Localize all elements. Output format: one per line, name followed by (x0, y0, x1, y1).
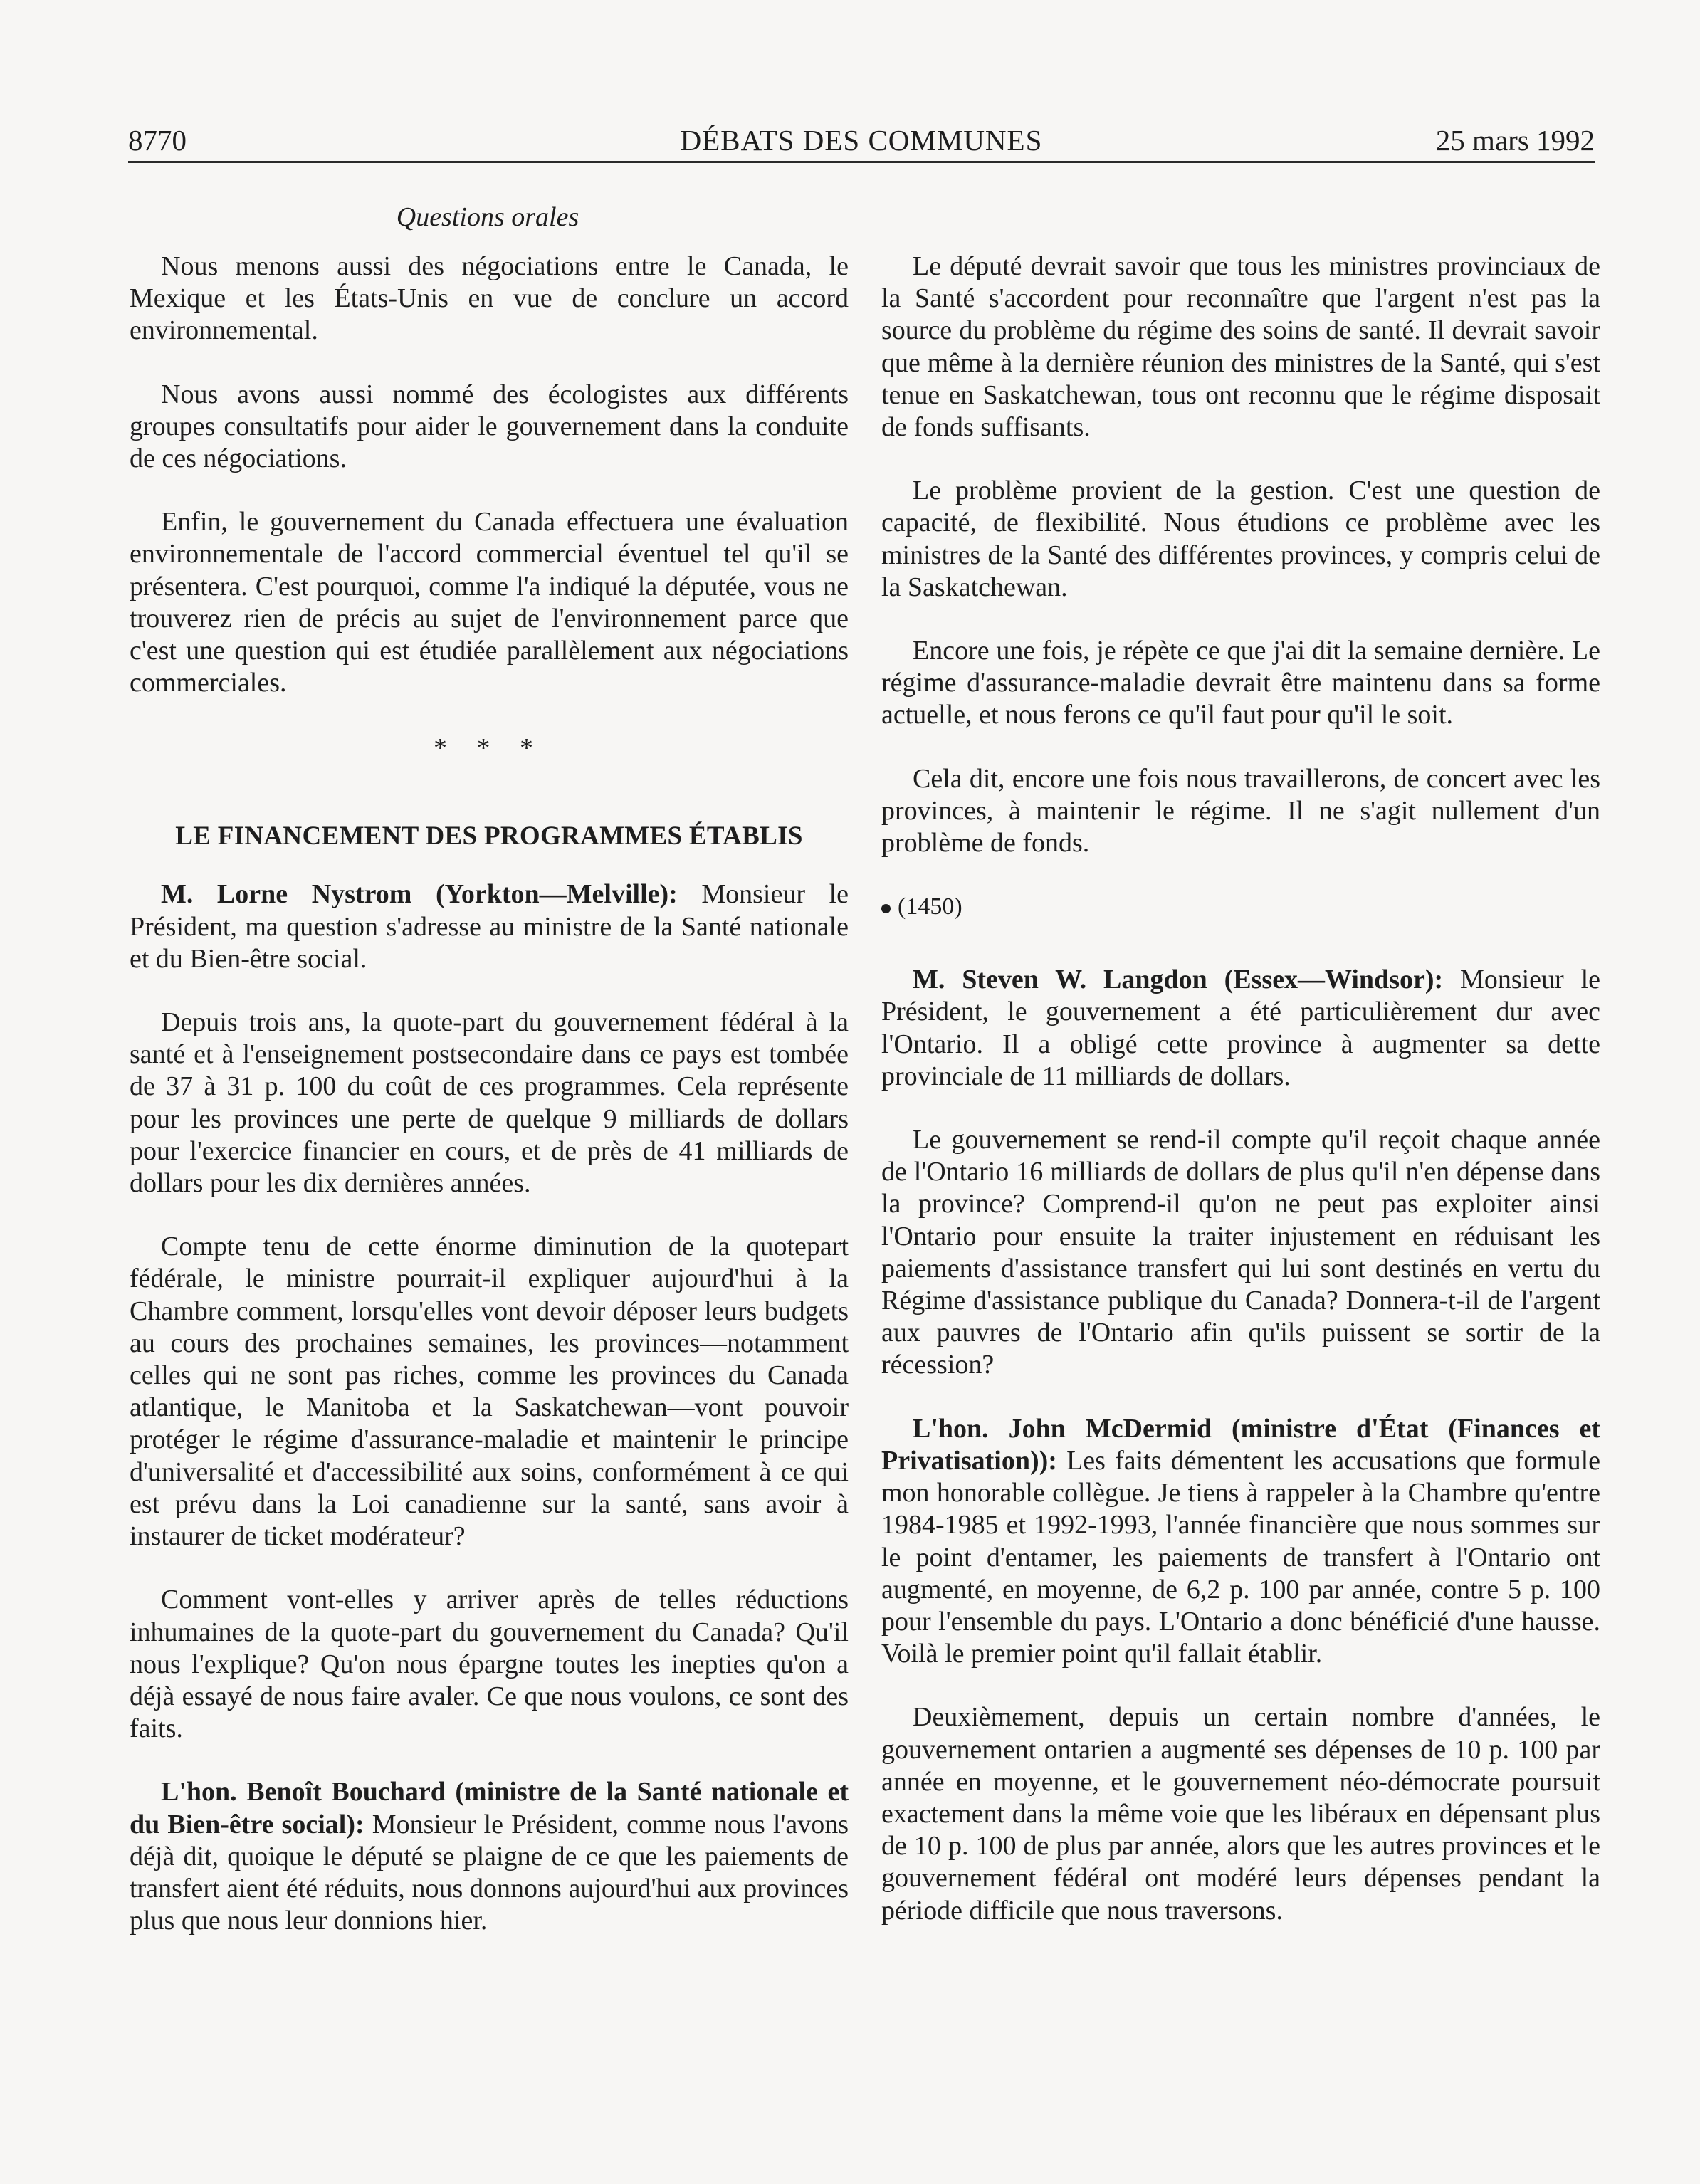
speech-text: Monsieur le Président, ma question s'adresse au ministre de la Santé nationale et du Bien-être social. (130, 879, 849, 974)
section-subheader: Questions orales (396, 202, 579, 232)
page-header (128, 118, 1595, 162)
speech-paragraph (130, 1776, 849, 1937)
speaker-name: L'hon. Benoît Bouchard (ministre de la Santé nationale et du Bien-être social): (130, 1777, 849, 1839)
right-column (881, 251, 1600, 1958)
paragraph: Deuxièmement, depuis un certain nombre d'années, le gouvernement ontarien a augmenté ses dépenses de 10 p. 100 par année en moyenne, et le gouvernement néo-démocrate poursuit exactement dans la même voie que les libéraux en dépensant plus de 10 p. 100 de plus par année, alors que les autres provinces et le gouvernement fédéral ont modéré leurs dépenses pendant la période difficile que nous traversons. (881, 1702, 1600, 1926)
speaker-name: L'hon. John McDermid (ministre d'État (Finances et Privatisation)): (881, 1413, 1600, 1476)
publication-title: DÉBATS DES COMMUNES (680, 124, 1043, 157)
paragraph: Enfin, le gouvernement du Canada effectuera une évaluation environnementale de l'accord commercial éventuel tel qu'il se présentera. C'est pourquoi, comme l'a indiqué la députée, vous ne trouverez rien de précis au sujet de l'environnement parce que c'est une question qui est étudiée parallèlement aux négociations commerciales. (130, 507, 849, 698)
paragraph: Le problème provient de la gestion. C'est une question de capacité, de flexibilité. Nous étudions ce problème avec les ministres de la Santé des différentes provinces, y compris celui de la Saskatchewan. (881, 476, 1600, 602)
speech-paragraph (130, 878, 849, 975)
section-heading: LE FINANCEMENT DES PROGRAMMES ÉTABLIS (175, 821, 803, 851)
speech-text: Monsieur le Président, comme nous l'avons déjà dit, quoique le député se plaigne de ce que les paiements de transfert aient été réduits, nous donnons aujourd'hui aux provinces plus que nous leur donnions hier. (130, 1809, 849, 1936)
time-marker (881, 891, 1600, 923)
paragraph: Le député devrait savoir que tous les ministres provinciaux de la Santé s'accordent pour reconnaître que l'argent n'est pas la source du problème du régime des soins de santé. Il devrait savoir que même à la dernière réunion des ministres de la Santé, qui s'est tenue en Saskatchewan, tous ont reconnu que le régime disposait de fonds suffisants. (881, 251, 1600, 443)
paragraph: Depuis trois ans, la quote-part du gouvernement fédéral à la santé et à l'enseignement postsecondaire dans ce pays est tombée de 37 à 31 p. 100 du coût de ces programmes. Cela représente pour les provinces une perte de quelque 9 milliards de dollars pour l'exercice financier en cours, et de près de 41 milliards de dollars pour les dix dernières années. (130, 1007, 849, 1199)
speech-text: Les faits démentent les accusations que formule mon honorable collègue. Je tiens à rappeler à la Chambre qu'entre 1984-1985 et 1992-1993, l'année financière que nous sommes sur le point d'entamer, les paiements de transfert à l'Ontario ont augmenté, en moyenne, de 6,2 p. 100 par année, contre 5 p. 100 pour l'ensemble du pays. L'Ontario a donc bénéficié d'une hausse. Voilà le premier point qu'il fallait établir. (881, 1445, 1600, 1669)
page-number: 8770 (128, 124, 187, 157)
paragraph: Compte tenu de cette énorme diminution de la quotepart fédérale, le ministre pourrait-il expliquer aujourd'hui à la Chambre comment, lorsqu'elles vont devoir déposer leurs budgets au cours des prochaines semaines, les provinces—notamment celles qui ne sont pas riches, comme les provinces du Canada atlantique, le Manitoba et la Saskatchewan—vont pouvoir protéger le régime d'assurance-maladie et maintenir le principe d'universalité et d'accessibilité aux soins, conformément à ce qui est prévu dans la Loi canadienne sur la santé, sans avoir à instaurer de ticket modérateur? (130, 1232, 849, 1552)
paragraph: Nous avons aussi nommé des écologistes aux différents groupes consultatifs pour aider le gouvernement dans la conduite de ces négociations. (130, 379, 849, 474)
time-marker-text: (1450) (898, 893, 962, 920)
speaker-name: M. Steven W. Langdon (Essex—Windsor): (913, 965, 1444, 995)
left-column (130, 251, 849, 1968)
paragraph: Le gouvernement se rend-il compte qu'il reçoit chaque année de l'Ontario 16 milliards de dollars de plus qu'il n'en dépense dans la province? Comprend-il qu'on ne peut pas exploiter ainsi l'Ontario pour ensuite la traiter injustement en réduisant les paiements d'assistance transfert qui lui sont destinés en vertu du Régime d'assistance publique du Canada? Donnera-t-il de l'argent aux pauvres de l'Ontario afin qu'ils puissent se sortir de la récession? (881, 1125, 1600, 1380)
publication-date: 25 mars 1992 (1435, 124, 1595, 157)
paragraph: Comment vont-elles y arriver après de telles réductions inhumaines de la quote-part du gouvernement du Canada? Qu'il nous l'explique? Qu'on nous épargne toutes les inepties qu'on a déjà essayé de nous faire avaler. Ce que nous voulons, ce sont des faits. (130, 1585, 849, 1744)
speech-text: Monsieur le Président, le gouvernement a été particulièrement dur avec l'Ontario. Il a obligé cette province à augmenter sa dette provinciale de 11 milliards de dollars. (881, 965, 1601, 1091)
speaker-name: M. Lorne Nystrom (Yorkton—Melville): (161, 879, 678, 910)
speech-paragraph (881, 1413, 1600, 1671)
paragraph: Cela dit, encore une fois nous travaillerons, de concert avec les provinces, à maintenir le régime. Il ne s'agit nullement d'un problème de fonds. (881, 763, 1600, 859)
paragraph: Encore une fois, je répète ce que j'ai dit la semaine dernière. Le régime d'assurance-maladie devrait être maintenu dans sa forme actuelle, et nous ferons ce qu'il faut pour qu'il le soit. (881, 636, 1600, 730)
speech-paragraph (881, 964, 1600, 1093)
header-rule (128, 161, 1595, 163)
bullet-icon (881, 904, 891, 913)
paragraph: Nous menons aussi des négociations entre le Canada, le Mexique et les États-Unis en vue de conclure un accord environnemental. (130, 251, 849, 346)
section-separator: * * * (434, 733, 545, 764)
